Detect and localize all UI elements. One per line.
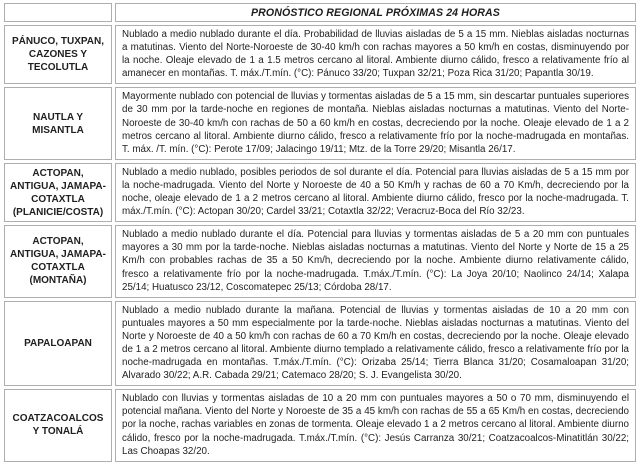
region-cell-papaloapan: PAPALOAPAN: [4, 301, 112, 387]
table-row: [4, 163, 636, 222]
region-cell-coatzacoalcos: COATZACOALCOS Y TONALÁ: [4, 389, 112, 461]
table-row: [4, 25, 636, 84]
regional-forecast-table: [1, 0, 639, 465]
region-cell-actopan-montana: ACTOPAN, ANTIGUA, JAMAPA-COTAXTLA (MONTAÑA): [4, 225, 112, 297]
table-row: [4, 225, 636, 297]
forecast-cell-actopan-costa: Nublado a medio nublado, posibles periodos de sol durante el día. Potencial para lluvias aisladas de 5 a 15 mm por la noche-madrugada. Viento del Norte y Noroeste de 40 a 50 Km/h y rachas de 60 a 70 Km/h, decreciendo por la noche, oleaje elevado de 1 a 2 metros cercano al litoral. Ambiente diurno cálido, fresco por la noche-madrugada. T. máx./T.mín. (°C): Actopan 30/20; Cardel 33/21; Cotaxtla 32/22; Veracruz-Boca del Río 32/23.: [115, 163, 636, 222]
table-row: [4, 301, 636, 387]
table-row: [4, 389, 636, 461]
table-row: [4, 87, 636, 159]
forecast-cell-nautla: Mayormente nublado con potencial de lluvias y tormentas aisladas de 5 a 15 mm, sin descartar puntuales superiores de 30 mm por la tarde-noche en regiones de montaña. Nieblas aisladas nocturnas a matutinas. Viento del Norte-Noroeste de 30-40 km/h con rachas de 50 a 60 km/h en costas, decreciendo por la noche. Oleaje elevado de 1 a 2 metros cercano al litoral. Ambiente diurno cálido, fresco a relativamente frío por la noche-madrugada en montañas. T. máx. /T. mín. (°C): Perote 17/09; Jalacingo 19/11; Mtz. de la Torre 29/20; Misantla 26/17.: [115, 87, 636, 159]
forecast-cell-papaloapan: Nublado a medio nublado durante la mañana. Potencial de lluvias y tormentas aisladas de 10 a 20 mm con puntuales mayores a 50 mm especialmente por la tarde-noche. Nieblas aisladas nocturnas a matutinas. Viento del Norte y Noroeste de 40 a 50 km/h con rachas de 60 a 70 Km/h en costas, decreciendo por la noche. Oleaje elevado de 1 a 2 metros cercano al litoral. Ambiente diurno templado a relativamente cálido, fresco a relativamente frío por la noche-madrugada en montañas. T.máx./T.mín. (°C): Orizaba 25/14; Tierra Blanca 31/20; Cosamaloapan 31/20; Alvarado 30/22; A.R. Cabada 29/21; Catemaco 28/20; S. J. Evangelista 30/20.: [115, 301, 636, 387]
forecast-cell-actopan-montana: Nublado a medio nublado durante el día. Potencial para lluvias y tormentas aisladas de 5 a 20 mm con puntuales mayores a 30 mm por la tarde-noche. Nieblas aisladas nocturnas a matutinas. Viento del Norte y Norte de 15 a 25 Km/h con probables rachas de 35 a 50 Km/h, decreciendo por la noche. Ambiente diurno relativamente cálido, fresco a relativamente frío por la noche-madrugada. T.máx./T.mín. (°C): La Joya 20/10; Naolinco 24/14; Xalapa 25/14; Huatusco 23/12, Coscomatepec 25/13; Córdoba 28/17.: [115, 225, 636, 297]
header-empty-cell: [4, 3, 112, 22]
forecast-cell-panuco: Nublado a medio nublado durante el día. Probabilidad de lluvias aisladas de 5 a 15 mm. Nieblas aisladas nocturnas a matutinas. Viento del Norte-Noroeste de 30-40 km/h con rachas mayores a 50 km/h en costas, disminuyendo por la noche. Oleaje elevado de 1 a 1.5 metros cercano al litoral. Ambiente diurno cálido, fresco a relativamente frío al amanecer en montañas. T. máx./T.mín. (°C): Pánuco 33/20; Tuxpan 32/21; Poza Rica 31/20; Papantla 30/19.: [115, 25, 636, 84]
region-cell-actopan-costa: ACTOPAN, ANTIGUA, JAMAPA-COTAXTLA (PLANICIE/COSTA): [4, 163, 112, 222]
region-cell-panuco: PÁNUCO, TUXPAN, CAZONES Y TECOLUTLA: [4, 25, 112, 84]
region-cell-nautla: NAUTLA Y MISANTLA: [4, 87, 112, 159]
table-title: PRONÓSTICO REGIONAL PRÓXIMAS 24 HORAS: [115, 3, 636, 22]
header-row: [4, 3, 636, 22]
forecast-cell-coatzacoalcos: Nublado con lluvias y tormentas aisladas de 10 a 20 mm con puntuales mayores a 50 o 70 mm, disminuyendo el potencial mañana. Viento del Norte y Noroeste de 35 a 45 km/h con rachas de 55 a 65 Km/h en costas, decreciendo por la noche, rachas variables en zonas de tormenta. Oleaje elevado 1 a 2 metros cercano al litoral. Ambiente diurno cálido, fresco por la noche-madrugada. T.máx./T.mín. (°C): Jesús Carranza 30/21; Coatzacoalcos-Minatitlán 30/22; Las Choapas 32/20.: [115, 389, 636, 461]
